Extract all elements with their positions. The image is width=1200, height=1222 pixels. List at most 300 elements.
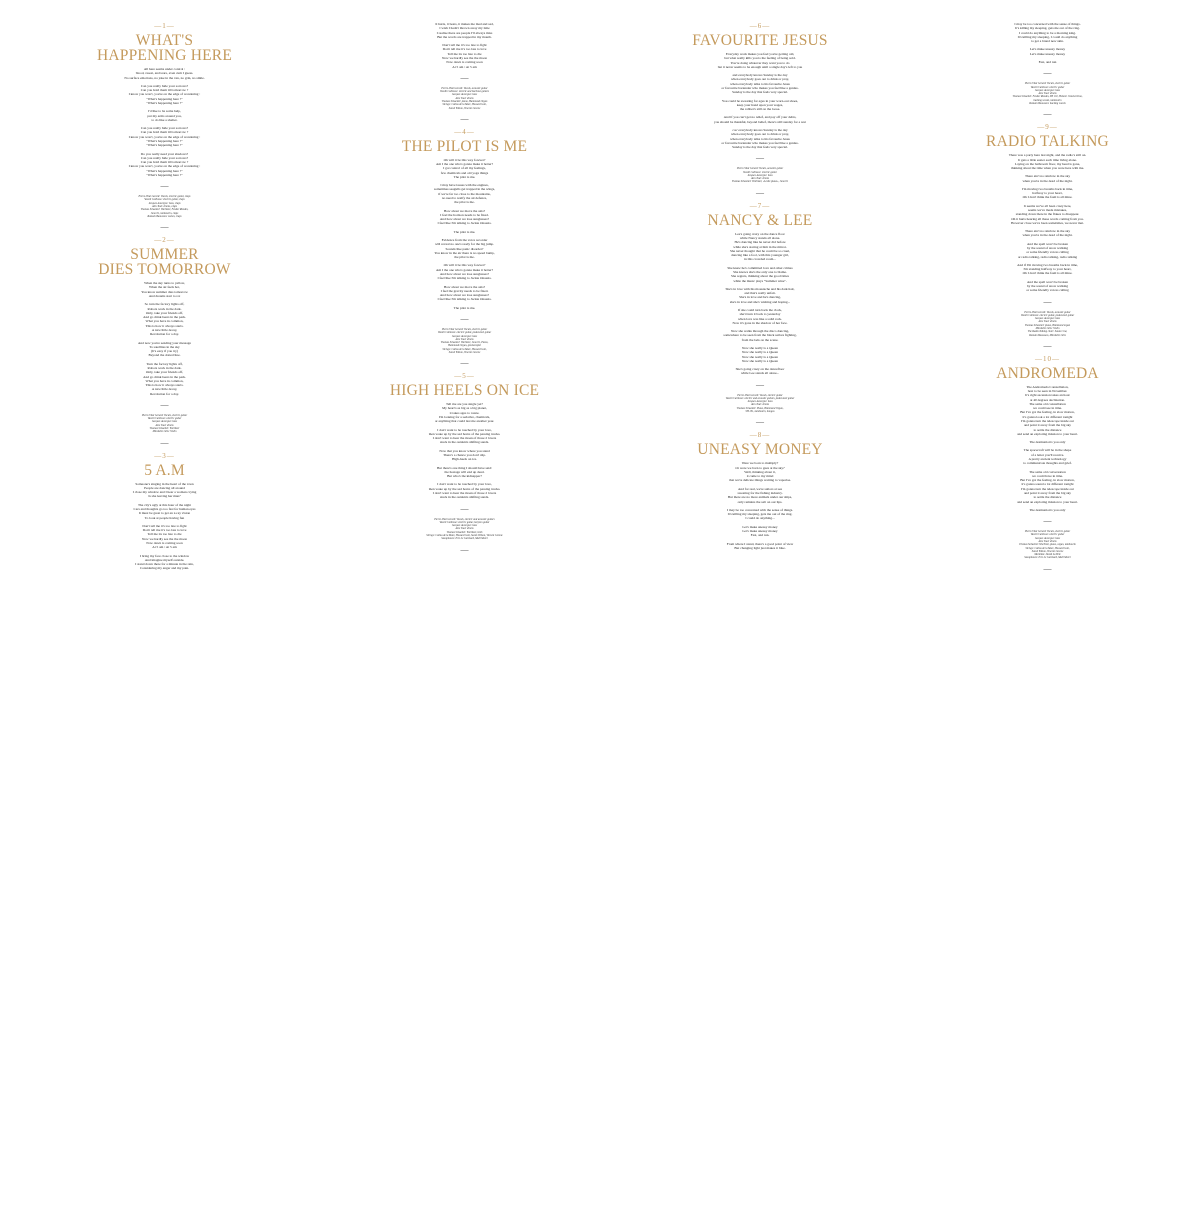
lyric-line: Sunday is the day that feels very special.: [732, 90, 788, 95]
credit-line: Strings: Calina de la Mare, Howard Gott,: [1025, 546, 1070, 550]
credit-line: Jacques Auvergne: bass: [1034, 88, 1061, 92]
lyric-line: sweating for the fishing industry.: [737, 491, 783, 495]
lyric-stanza: [322, 22, 607, 39]
lyric-stanza: [905, 22, 1190, 43]
lyric-line: you should be thankful, beyond belief, there's still sunday for a rest: [714, 119, 806, 124]
lyric-line: I know you won't, you're on the edge of wondering :: [128, 92, 201, 97]
lyric-line: if we're far too close to the mountains,: [438, 191, 491, 196]
credits-separator: —: [160, 399, 169, 409]
lyric-line: put my arms around you,: [147, 113, 182, 118]
credit-line: Pierre-Vital Gerard: Vocals, electric guitar: [141, 413, 188, 417]
lyric-line: at 40 degrees declination.: [1030, 397, 1065, 402]
lyric-line: The destination's you only: [1029, 507, 1066, 512]
credit-line: Alex Tual: drums: [750, 403, 770, 407]
lyric-stanza: [322, 183, 607, 204]
credit-line: Vassili Caillosse: electric guitar: [1030, 85, 1065, 89]
lyric-stanza: [610, 525, 910, 538]
lyrics-column-2: [322, 0, 607, 1222]
lyrics-column-4: [905, 0, 1190, 1222]
song-block: [22, 236, 307, 447]
lyric-line: A nice little decay,: [151, 387, 178, 392]
credit-line: Sarah Wilson, Vincent Greene: [448, 106, 481, 110]
lyric-line: I close my window and I hear a woman crying: [132, 490, 197, 495]
credits-separator: —: [460, 72, 469, 82]
lyric-line: How about we move the axis?: [443, 208, 486, 213]
lyric-line: when love was like a solid rock.: [738, 316, 782, 321]
lyric-line: I feel like I'm talking to Jackie Onassis.: [437, 221, 492, 226]
credit-line: Alex Tual: drums: [455, 337, 474, 341]
credit-line: Jacques Auvergne: bass: [451, 524, 478, 528]
lyric-stanza: [610, 346, 910, 363]
lyric-line: When the sky turns to yellow,: [144, 281, 185, 286]
lyric-line: You know summer dies tomorrow: [141, 289, 188, 294]
lyric-line: only remains the salt on our lips.: [737, 499, 783, 504]
lyric-line: or some friendly voices calling: [1026, 288, 1069, 293]
lyric-line: while the music plays "Summer wine".: [733, 278, 787, 283]
lyric-line: Tell me are you single yet?: [446, 402, 483, 407]
lyric-line: Considering my anger and my pain.: [139, 566, 190, 571]
lyric-line: and point it away from the big sky: [1023, 423, 1072, 428]
credits-end-separator: —: [756, 417, 764, 427]
lyric-line: halfway to your heart,: [1032, 191, 1063, 196]
lyric-line: or favourite bartender who makes you feel like a genius.: [721, 85, 799, 90]
lyric-line: and send an exploring mission to your heart.: [1017, 431, 1078, 436]
lyric-line: when everybody goes out to drink or pray,: [731, 77, 789, 82]
lyric-stanza: [22, 341, 307, 358]
lyric-line: From where I stand, there's a good point of view: [726, 541, 794, 546]
lyric-stanza: [905, 229, 1190, 238]
song-title: [610, 33, 910, 48]
lyric-line: no need to notify the air defence,: [441, 196, 488, 201]
song-title-line: HAPPENING HERE: [97, 47, 232, 64]
song-credits: [322, 87, 607, 110]
lyric-line: Oh will it be this way forever?: [443, 157, 486, 162]
lyric-line: to do like a shelter.: [151, 117, 178, 122]
lyric-line: Now she really is a Queen: [741, 354, 778, 359]
lyric-line: "What's happening here ?": [146, 138, 183, 143]
lyric-line: There's a chance you don't slip.: [443, 453, 486, 457]
credit-line: Jacques Auvergne: bass: [451, 93, 478, 97]
credit-line: Alex Tual: drums: [155, 423, 174, 427]
lyric-line: There ain't no rainbow in the sky: [1024, 229, 1071, 234]
lyric-line: Oh will it be this way forever?: [443, 263, 486, 268]
credit-line: Thomas Schaettel: Wurlitzer, piano, organ, tambourin: [1019, 543, 1076, 547]
lyric-line: And imagine myself outside.: [144, 557, 185, 562]
lyric-line: It's killing my sleeping, I could do anything: [1017, 34, 1078, 39]
lyric-line: A nice little decay,: [151, 327, 178, 332]
credit-line: Vassili Caillosse: electric guitar, pedal-steel guitar: [437, 331, 492, 335]
lyric-line: Lee's going crazy on the dance floor: [735, 231, 785, 236]
lyric-line: To satellites in the sky: [149, 344, 180, 349]
credit-line: Jacques Auvergne: bass: [1034, 317, 1061, 321]
song-credits: [905, 82, 1190, 105]
lyric-stanza: [610, 367, 910, 376]
lyric-line: Were we born to multiply?: [741, 461, 779, 466]
credits-end-separator: —: [1043, 340, 1052, 350]
credit-line: Strings: Calina de la Mare, Howard Gott,: [442, 103, 487, 107]
lyric-line: Robots work in the dark.: [147, 365, 182, 370]
song-title: [610, 442, 910, 457]
lyric-line: So turn the factory lights off,: [144, 302, 185, 307]
lyric-line: And how about we lose sunglasses?: [439, 271, 490, 276]
lyric-line: I don't want to be touched by your love,: [437, 427, 492, 432]
lyric-line: and send an exploring mission to your heart.: [1017, 499, 1078, 504]
lyric-line: I'm moving two breaths back in time,: [1021, 186, 1074, 191]
lyric-line: But changing light just makes it blue.: [734, 545, 786, 550]
lyric-stanza: [322, 43, 607, 69]
lyric-line: (It's easy if you try): [151, 349, 178, 354]
lyric-stanza: [322, 482, 607, 499]
credit-line: Thomas Schaettel: Wurlitzer, bells: [446, 530, 483, 534]
lyric-line: And go drink beers in the park.: [143, 374, 186, 379]
track-number: — 1 —: [22, 22, 307, 31]
spacer: [22, 575, 307, 581]
credits-end-separator: —: [160, 437, 169, 447]
lyric-line: I may be too concerned with the sense of things.: [726, 507, 794, 512]
song-credits: [22, 414, 307, 434]
lyric-stanza: [905, 470, 1190, 504]
lyric-line: High-heels on ice.: [452, 457, 477, 462]
lyric-line: My heart's as big as a big planet,: [442, 406, 487, 411]
track-number: — 7 —: [610, 202, 910, 211]
lyric-line: And how about we lose sunglasses?: [439, 217, 490, 222]
lyric-line: Do you really need your shadows?: [140, 151, 189, 156]
lyric-line: It seems we've all been crazy here,: [1023, 203, 1072, 208]
lyric-stanza: [610, 99, 910, 112]
lyric-stanza: [905, 153, 1190, 170]
credit-line: Pierre-Vital Gerard: Vocals, electric guitar: [737, 393, 783, 397]
lyric-stanza: [905, 204, 1190, 225]
lyric-line: Can you really hide your sorrows?: [140, 126, 189, 131]
lyric-stanza: [322, 402, 607, 423]
lyric-stanza: [610, 508, 910, 521]
lyric-stanza: [610, 128, 910, 149]
lyric-line: Is she leaving her man?: [148, 494, 181, 499]
song-title-line: SUMMER: [130, 246, 199, 264]
credit-line: Vassili Caillosse: electric guitar: [147, 417, 182, 421]
credit-line: Alex Tual: drums: [1038, 539, 1057, 543]
lyric-line: But I've got the feeling, in slow motion,: [1020, 478, 1075, 483]
lyric-line: "What's happening here ?": [146, 143, 183, 148]
credits-separator: —: [160, 181, 169, 191]
lyric-line: Can you hold them till tomorrow ?: [140, 130, 189, 135]
lyric-stanza: [22, 482, 307, 499]
lyric-line: And the spell won't be broken: [1026, 241, 1068, 246]
lyric-line: it came to my mind: [746, 474, 774, 479]
credit-line: Pierre-Vital Gerard: Vocals, acoustic guitar: [441, 86, 488, 90]
lyric-line: to communicate thoughts and grief.: [1023, 461, 1072, 466]
lyric-line: it's gonna look a lot different tonight: [1022, 414, 1073, 419]
lyric-line: stuck in the outskirts shifting sands.: [439, 440, 490, 445]
song-block: [610, 431, 910, 560]
credit-line: backing vocals, tambourin: [1033, 98, 1062, 102]
lyric-line: somewhere to be seen from the black sailors fighting,: [723, 333, 797, 338]
lyric-line: There ain't no rainbow in the sky: [1024, 174, 1071, 179]
lyric-line: she'd turn it back to yesterday: [739, 312, 781, 317]
lyric-line: I know you won't, you're on the edge of wondering :: [128, 134, 201, 139]
song-title: [610, 213, 910, 228]
lyric-stanza: [22, 152, 307, 178]
song-title-line: WHAT'S: [135, 32, 194, 49]
lyric-line: Now we hardly see the the moon: [441, 55, 488, 60]
song-title: [905, 366, 1190, 381]
lyric-line: Now we hardly see the the moon: [141, 536, 188, 541]
lyric-line: The city's ugly at this hour of the night: [137, 502, 192, 507]
lyric-line: But there's one thing I should have said:: [437, 465, 492, 470]
lyric-line: It gets a little easier each time living alone.: [1018, 157, 1077, 162]
credit-line: Pierre-Vital Gerard: Vocals, acoustic guitar: [1024, 310, 1071, 314]
credit-line: Jacques Auvergne: bass, claps: [148, 201, 181, 205]
credit-line: Thomas Schaettel: Wurlitzer, «Leslie piano», Juno 61: [731, 180, 789, 184]
lyric-line: in this crowded room...: [744, 257, 776, 262]
credit-line: Alex Tual: drums: [1038, 320, 1057, 324]
credits-end-separator: —: [460, 113, 469, 123]
lyric-line: Laying on the bathroom floor, my head is gone,: [1014, 161, 1081, 166]
lyric-line: And for real, we're sailors at sea: [737, 486, 783, 491]
song-title-line: 5 A.M: [144, 461, 185, 479]
song-block: [22, 452, 307, 581]
lyric-line: I'm gonna turn the telescope inside out: [1021, 419, 1074, 424]
lyric-stanza: [322, 285, 607, 302]
lyric-line: Let's make uneasy money: [742, 528, 778, 533]
lyric-stanza: [22, 281, 307, 298]
credit-line: Jacques Auvergne: bass: [451, 334, 478, 338]
credit-line: Vassili Caillosse: electric and acoustic guitars, pedal-steel guitar: [725, 396, 795, 400]
lyric-stanza: [905, 174, 1190, 183]
lyric-line: I stand down there for a minute in the rain,: [135, 562, 194, 567]
lyric-line: Can you hold them till tomorrow ?: [140, 88, 189, 93]
lyric-line: And how about we lose sunglasses?: [439, 293, 490, 298]
lyric-line: to settle the distance: [1033, 495, 1062, 500]
lyric-line: Someone's singing in the heart of the town: [135, 481, 194, 486]
credits-separator: —: [1043, 68, 1052, 78]
lyric-line: while she's staring at him in the mirror.: [733, 244, 787, 249]
lyric-line: A pretty ancient technology: [1028, 457, 1067, 461]
lyric-line: I could do anything to be a morning king.: [1019, 30, 1076, 35]
lyric-line: when everybody goes out to drink or pray,: [731, 132, 789, 137]
lyrics-column-3: [610, 0, 910, 1222]
lyric-line: What you have in common,: [145, 319, 184, 324]
lyric-stanza: [905, 263, 1190, 276]
lyric-line: when you're in the dead of the night.: [1022, 233, 1073, 238]
lyric-stanza: [322, 428, 607, 445]
lyric-line: sometimes seagulls get trapped in the wings,: [433, 187, 496, 192]
lyric-line: Fast, and run.: [750, 533, 770, 538]
lyric-line: Oh I don't think the fault is all mine.: [1022, 271, 1073, 276]
lyric-line: I wish I hadn't thrown away my time: [439, 26, 490, 31]
lyric-line: to get a brand new skin.: [1031, 39, 1064, 44]
credit-line: Thomas Schaettel: Wurlitzer: [149, 427, 180, 431]
lyric-line: I feel the horizon needs to be fixed.: [440, 212, 489, 217]
lyric-line: You could be sweating for ages in your worn-out shoes,: [721, 98, 799, 103]
lyric-line: the pilot is me.: [454, 200, 475, 205]
credits-end-separator: —: [460, 358, 469, 368]
song-block: [905, 355, 1190, 574]
lyric-stanza: [905, 47, 1190, 56]
lyric-line: then woke up by the sad horns of the passing trucks.: [428, 486, 501, 491]
lyric-stanza: [322, 158, 607, 179]
credit-line: Pierre-Vital Gerard: Vocals, electric guitar: [1024, 530, 1071, 534]
song-block: [322, 128, 607, 368]
lyric-line: Sounds like panic disorder?: [445, 246, 484, 251]
credit-line: Hammond Organ, glockenspiel: [448, 344, 481, 348]
credit-line: Sarah Wilson, Vincent Greene: [448, 350, 481, 354]
lyric-line: when everybody talks to his favourite Jesus: [730, 81, 790, 86]
credit-line: Strings: Calina de la Mare, Howard Gott, Sarah Wilson, Vincent Greene: [426, 533, 503, 537]
lyric-line: I'd like to be some help,: [148, 109, 181, 114]
lyric-line: Let's make uneasy money: [1029, 47, 1066, 52]
lyric-line: I could do anything...: [745, 516, 775, 521]
lyric-stanza: [610, 115, 910, 124]
lyric-stanza: [22, 524, 307, 550]
lyric-line: People are dancing all around: [144, 485, 185, 490]
lyric-line: Oh it hurts hearing all these words coming from you.: [1011, 216, 1084, 221]
lyric-line: She's in love with his moustache and his dark hair,: [725, 286, 795, 291]
lyric-line: And go drink beers in the park.: [143, 315, 186, 320]
credit-line: Alex Tual: drums: [750, 177, 770, 181]
song-title: [22, 463, 307, 478]
lyric-line: Tell me its too late to die: [147, 532, 182, 537]
lyric-stanza: [22, 84, 307, 105]
lyric-stanza: [610, 487, 910, 504]
lyric-line: Now dawn is coming soon: [446, 60, 483, 65]
credit-line: Marimba: David La Brie: [1034, 553, 1061, 557]
lyric-line: I may be too concerned with the sense of things.: [1014, 22, 1081, 26]
credit-line: Pierre-Vital Gerard: Vocals, electric guitar: [1024, 82, 1071, 86]
lyric-stanza: [322, 306, 607, 310]
lyric-line: I know you won't, you're on the edge of wondering :: [128, 164, 201, 169]
credits-separator: —: [756, 379, 764, 389]
lyric-line: The same old conversation: [1029, 469, 1066, 474]
lyric-line: The same old constellation: [1029, 401, 1066, 406]
lyric-line: cos' everybody knows Sunday is the day: [732, 127, 788, 132]
lyric-line: when everybody talks to his favourite Jesus: [730, 136, 790, 141]
lyric-line: To look at people having fun: [144, 515, 185, 520]
credit-line: Alex Tual: drums, claps: [152, 205, 177, 209]
lyric-line: It must be great to get an x-ray vision: [138, 511, 191, 516]
lyric-line: we could have in time.: [1031, 473, 1064, 478]
lyric-line: I'm gonna turn the telescope inside out: [1021, 486, 1074, 491]
lyric-line: Now she really is a Queen: [741, 345, 778, 350]
song-title-line: THE PILOT IS ME: [401, 137, 528, 155]
lyric-line: dancing like a fool, with this younger girl,: [731, 253, 789, 258]
lyric-line: Don't tell me it's too late to love: [142, 528, 187, 533]
lyric-stanza: [610, 232, 910, 262]
lyric-line: She knew he's committed love and other crimes: [727, 265, 793, 270]
lyric-stanza: [610, 308, 910, 325]
lyric-line: I bring my face close to the window: [139, 553, 190, 558]
credit-line: Vassili Caillosse: electric guitar: [743, 170, 777, 174]
lyric-line: but what really kills you is the feeling of being sold.: [724, 56, 796, 61]
credit-line: Romain Baousson: noises, claps: [147, 214, 182, 218]
lyric-stanza: [905, 508, 1190, 512]
lyric-line: Or were we born to gaze at the sky?: [735, 465, 785, 470]
lyric-line: of a letter you'll receive.: [1030, 452, 1065, 457]
lyric-stanza: [22, 554, 307, 571]
lyric-line: She's in love and he's dancing,: [739, 295, 781, 300]
lyric-line: I'm looking for a sedative, chemicals,: [438, 415, 491, 420]
song-title: [322, 383, 607, 398]
song-title: [22, 33, 307, 63]
song-title: [22, 247, 307, 277]
lyric-line: I don't want to hear the moan of those 2 lovers: [432, 490, 497, 495]
song-credits: [22, 195, 307, 218]
lyric-line: Now dawn is coming soon: [146, 540, 183, 545]
song-credits: [322, 328, 607, 354]
credits-separator: —: [1043, 296, 1052, 306]
credit-line: Jacques Auvergne: bass: [747, 173, 773, 177]
credit-line: Strings: Calina de la Mare, Howard Gott,: [442, 347, 487, 351]
track-number: — 4 —: [322, 128, 607, 137]
lyric-line: I feel like I'm talking to Jackie Onassis.: [437, 276, 492, 281]
lyric-line: Everyday work makes you feel you're getting old,: [725, 52, 795, 56]
lyric-stanza: [322, 209, 607, 226]
lyric-line: by the sound of snow walking: [1026, 246, 1069, 250]
lyric-line: She's going crazy on the dancefloor: [735, 367, 785, 372]
lyric-line: best to be seen in November.: [1027, 389, 1068, 394]
credit-line: Thomas Schaettel: piano, Hammond organ: [1024, 323, 1071, 327]
lyric-line: Fast, and run: [1038, 59, 1057, 64]
credit-line: Pierre-Vital Gerard: Vocals, electric and acoustic guitars: [434, 517, 495, 521]
lyric-line: few chemicals and old yoga things: [440, 170, 489, 175]
lyric-line: Can you hold them till tomorrow ?: [140, 160, 189, 165]
lyric-line: stuck in the outskirts shifting sands.: [439, 495, 490, 500]
lyric-line: Revolution for a day.: [150, 332, 179, 337]
song-title-line: UNEASY MONEY: [697, 441, 823, 459]
credit-line: Pierre-Vital Gerard: Vocals, acoustic guitar: [736, 167, 784, 171]
lyric-stanza: [610, 266, 910, 283]
lyric-line: Well, thinking about it,: [744, 469, 776, 474]
song-block: [905, 22, 1190, 119]
lyric-stanza: [322, 466, 607, 479]
lyric-line: The pilot is me.: [453, 305, 476, 310]
lyric-line: Sunday is the day that feels very special.: [732, 145, 788, 150]
lyric-line: She regrets, thinking about the good times: [731, 274, 789, 279]
lyric-line: I got control of all my feelings,: [443, 166, 486, 171]
lyric-line: No surface emotions, no joke in the van, no grin, no smile.: [124, 75, 205, 80]
credit-line: Juno 61, tambourin, claps: [150, 211, 179, 215]
credits-end-separator: —: [160, 222, 169, 232]
credit-line: Thomas Schaettel: Wurlitzer, Juno 61, Piano,: [440, 341, 489, 345]
lyric-line: "What's happening here ?": [146, 100, 183, 105]
song-credits: [322, 518, 607, 541]
lyric-stanza: [22, 109, 307, 122]
lyric-line: And if I'm moving two breaths back in time,: [1017, 262, 1078, 267]
credit-line: Jacques Auvergne: bass: [1034, 536, 1061, 540]
lyric-stanza: [905, 448, 1190, 465]
credit-line: Vassili Caillosse: electric guitar, pedal-steel guitar: [1020, 313, 1075, 317]
lyric-line: Don't tell me it's too late to fight: [142, 523, 187, 528]
lyric-line: it's gonna sound a lot different tonight: [1021, 482, 1074, 487]
lyric-line: Tell me its too late to die: [447, 51, 482, 56]
lyric-line: seems we've made mistakes,: [1027, 208, 1067, 213]
lyric-line: And the spell won't be broken: [1026, 279, 1068, 284]
credit-line: Mirabelle Gilis: Violin: [152, 430, 177, 434]
lyric-line: from the lads on the scene.: [741, 337, 779, 342]
lyric-line: He's dancing like he never did before: [734, 240, 786, 245]
lyric-stanza: [905, 280, 1190, 293]
credit-line: Alex Tual: drums: [455, 96, 474, 100]
lyric-line: She knows she's the only one to blame.: [733, 270, 787, 274]
lyric-stanza: [905, 187, 1190, 200]
lyric-line: it takes ages to rotate.: [449, 410, 480, 415]
lyric-stanza: [22, 302, 307, 336]
lyric-line: when you're in the dead of the night.: [1022, 178, 1073, 183]
lyric-line: and that's really unfair.: [744, 291, 776, 296]
lyric-line: It's right ascension takes an hour: [1025, 393, 1070, 398]
lyric-line: while Lee stands all alone...: [740, 371, 780, 376]
lyric-stanza: [905, 60, 1190, 64]
